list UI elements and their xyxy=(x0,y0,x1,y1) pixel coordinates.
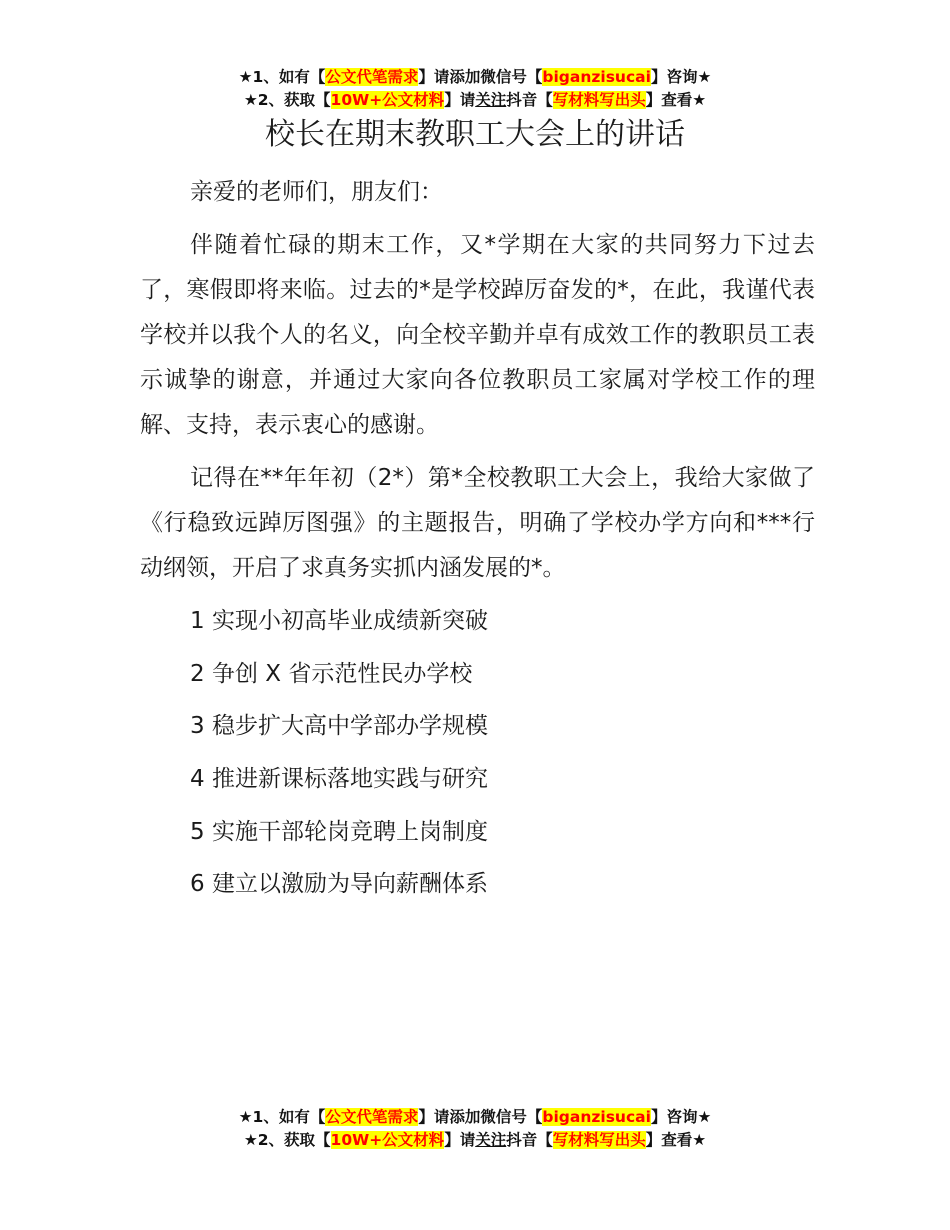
promo-text: 抖音【 xyxy=(506,91,553,109)
promo-text: ★1、如有【 xyxy=(238,68,326,86)
promo-text: 】请 xyxy=(444,91,476,109)
promo-text: 抖音【 xyxy=(506,1131,553,1149)
promo-line-2 xyxy=(0,89,950,112)
promo-highlight: 写材料写出头 xyxy=(552,1131,646,1149)
paragraph-greeting: 亲爱的老师们，朋友们： xyxy=(190,179,443,205)
list-item: 2 争创 X 省示范性民办学校 xyxy=(190,660,473,687)
promo-text: 】请添加微信号【 xyxy=(418,68,543,86)
paragraph: 记得在**年年初（2*）第*全校教职工大会上，我给大家做了《行稳致远踔厉图强》的主题报告，明确了学校办学方向和***行动纲领，开启了求真务实抓内涵发展的*。 xyxy=(140,465,815,581)
promo-text: 】请 xyxy=(444,1131,476,1149)
list-item: 6 建立以激励为导向薪酬体系 xyxy=(190,871,488,898)
list-item: 5 实施干部轮岗竞聘上岗制度 xyxy=(190,818,488,845)
promo-text: 】查看★ xyxy=(645,1131,707,1149)
promo-text: ★1、如有【 xyxy=(238,1108,326,1126)
document-title: 校长在期末教职工大会上的讲话 xyxy=(265,117,685,152)
promo-highlight: 10W+公文材料 xyxy=(330,91,445,109)
promo-text: 】咨询★ xyxy=(650,1108,712,1126)
promo-underlined-text: 关注 xyxy=(475,1131,507,1149)
promo-highlight: biganzisucai xyxy=(542,1108,651,1126)
list-item: 1 实现小初高毕业成绩新突破 xyxy=(190,608,488,634)
promo-highlight: biganzisucai xyxy=(542,68,651,86)
promo-text: 】查看★ xyxy=(645,91,707,109)
promo-highlight: 公文代笔需求 xyxy=(325,1108,419,1126)
promo-banner-top xyxy=(0,66,950,112)
promo-line-2 xyxy=(0,1129,950,1152)
list-item: 3 稳步扩大高中学部办学规模 xyxy=(190,713,488,740)
promo-highlight: 写材料写出头 xyxy=(552,91,646,109)
paragraph: 伴随着忙碌的期末工作，又*学期在大家的共同努力下过去了，寒假即将来临。过去的*是学校踔厉奋发的*，在此，我谨代表学校并以我个人的名义，向全校辛勤并卓有成效工作的教职员工表示诚挚的谢意，并通过大家向各位教职员工家属对学校工作的理解、支持，表示衷心的感谢。 xyxy=(140,232,815,438)
promo-line-1 xyxy=(0,1106,950,1129)
list-item: 4 推进新课标落地实践与研究 xyxy=(190,766,488,793)
promo-banner-bottom xyxy=(0,1106,950,1152)
promo-highlight: 10W+公文材料 xyxy=(330,1131,445,1149)
promo-underlined-text: 关注 xyxy=(475,91,507,109)
promo-highlight: 公文代笔需求 xyxy=(325,68,419,86)
promo-line-1 xyxy=(0,66,950,89)
promo-text: ★2、获取【 xyxy=(243,91,331,109)
promo-text: 】咨询★ xyxy=(650,68,712,86)
promo-text: 】请添加微信号【 xyxy=(418,1108,543,1126)
promo-text: ★2、获取【 xyxy=(243,1131,331,1149)
document-body xyxy=(140,170,815,915)
